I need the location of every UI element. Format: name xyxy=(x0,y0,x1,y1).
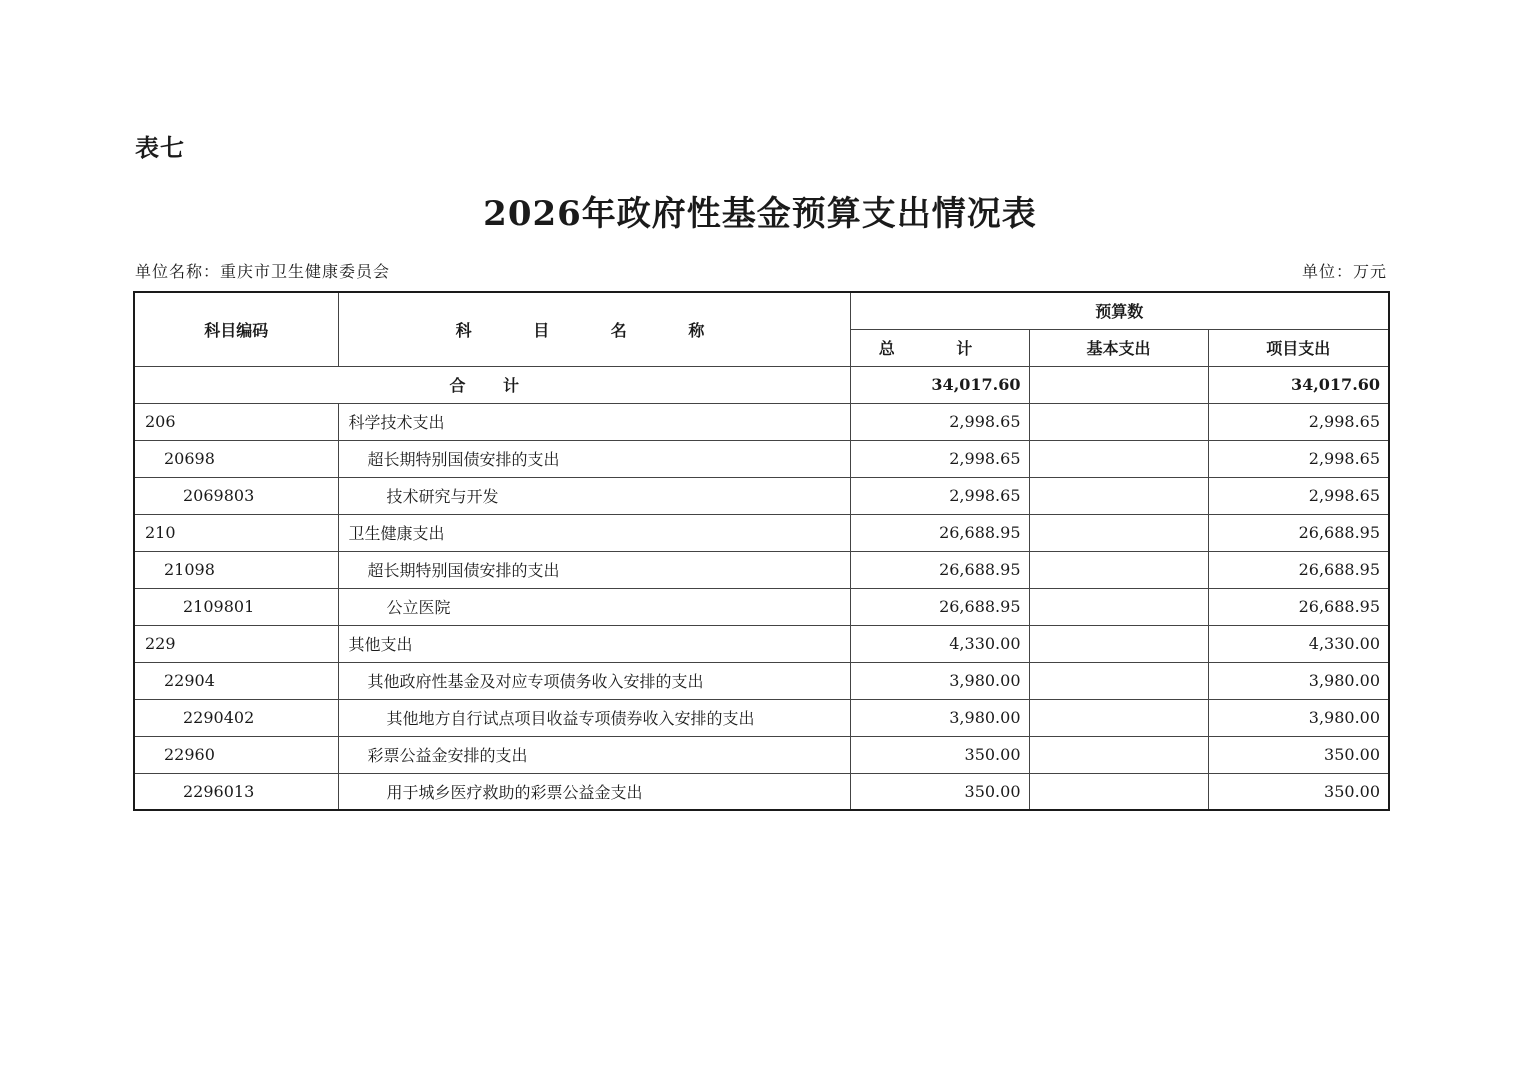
cell-code: 20698 xyxy=(134,440,338,477)
table-row xyxy=(134,736,1389,773)
cell-total: 26,688.95 xyxy=(850,514,1029,551)
header-name: 科 目 名 称 xyxy=(338,292,850,366)
cell-project: 4,330.00 xyxy=(1208,625,1389,662)
cell-project: 3,980.00 xyxy=(1208,699,1389,736)
cell-name: 超长期特别国债安排的支出 xyxy=(338,551,850,588)
table-row xyxy=(134,477,1389,514)
cell-basic xyxy=(1029,588,1208,625)
cell-code: 210 xyxy=(134,514,338,551)
cell-name: 用于城乡医疗救助的彩票公益金支出 xyxy=(338,773,850,810)
cell-project: 2,998.65 xyxy=(1208,403,1389,440)
cell-total: 2,998.65 xyxy=(850,403,1029,440)
budget-table xyxy=(133,291,1390,811)
cell-basic xyxy=(1029,773,1208,810)
table-row xyxy=(134,625,1389,662)
cell-total: 26,688.95 xyxy=(850,588,1029,625)
cell-total: 350.00 xyxy=(850,773,1029,810)
cell-basic xyxy=(1029,736,1208,773)
table-row xyxy=(134,699,1389,736)
cell-basic xyxy=(1029,403,1208,440)
cell-basic xyxy=(1029,551,1208,588)
cell-total: 350.00 xyxy=(850,736,1029,773)
cell-total: 3,980.00 xyxy=(850,662,1029,699)
cell-project: 3,980.00 xyxy=(1208,662,1389,699)
cell-code: 2069803 xyxy=(134,477,338,514)
header-code: 科目编码 xyxy=(134,292,338,366)
cell-name: 其他地方自行试点项目收益专项债券收入安排的支出 xyxy=(338,699,850,736)
cell-total: 4,330.00 xyxy=(850,625,1029,662)
cell-code: 21098 xyxy=(134,551,338,588)
cell-basic xyxy=(1029,514,1208,551)
cell-project: 350.00 xyxy=(1208,736,1389,773)
cell-code: 22960 xyxy=(134,736,338,773)
cell-basic xyxy=(1029,662,1208,699)
cell-basic xyxy=(1029,440,1208,477)
table-row xyxy=(134,403,1389,440)
cell-code: 2290402 xyxy=(134,699,338,736)
header-total: 总 计 xyxy=(850,329,1029,366)
cell-basic xyxy=(1029,625,1208,662)
cell-code: 2296013 xyxy=(134,773,338,810)
cell-code: 2109801 xyxy=(134,588,338,625)
table-row xyxy=(134,514,1389,551)
cell-name: 其他政府性基金及对应专项债务收入安排的支出 xyxy=(338,662,850,699)
header-basic: 基本支出 xyxy=(1029,329,1208,366)
cell-name: 科学技术支出 xyxy=(338,403,850,440)
total-sum: 34,017.60 xyxy=(850,366,1029,403)
cell-code: 22904 xyxy=(134,662,338,699)
table-row xyxy=(134,551,1389,588)
cell-name: 卫生健康支出 xyxy=(338,514,850,551)
cell-basic xyxy=(1029,477,1208,514)
cell-project: 350.00 xyxy=(1208,773,1389,810)
table-number-label: 表七 xyxy=(135,134,185,162)
unit-name: 单位名称：重庆市卫生健康委员会 xyxy=(135,262,391,281)
header-budget: 预算数 xyxy=(850,292,1389,329)
table-row xyxy=(134,588,1389,625)
cell-project: 2,998.65 xyxy=(1208,440,1389,477)
page-title: 2026年政府性基金预算支出情况表 xyxy=(483,194,1037,234)
cell-project: 26,688.95 xyxy=(1208,551,1389,588)
cell-basic xyxy=(1029,699,1208,736)
cell-name: 技术研究与开发 xyxy=(338,477,850,514)
currency-unit: 单位：万元 xyxy=(1301,262,1387,281)
total-project: 34,017.60 xyxy=(1208,366,1389,403)
cell-project: 26,688.95 xyxy=(1208,588,1389,625)
table-row xyxy=(134,773,1389,810)
cell-total: 2,998.65 xyxy=(850,477,1029,514)
header-project: 项目支出 xyxy=(1208,329,1389,366)
cell-project: 26,688.95 xyxy=(1208,514,1389,551)
cell-total: 3,980.00 xyxy=(850,699,1029,736)
cell-project: 2,998.65 xyxy=(1208,477,1389,514)
total-basic xyxy=(1029,366,1208,403)
cell-code: 206 xyxy=(134,403,338,440)
total-row xyxy=(134,366,1389,403)
table-row xyxy=(134,440,1389,477)
table-row xyxy=(134,662,1389,699)
cell-name: 其他支出 xyxy=(338,625,850,662)
total-label: 合 计 xyxy=(134,366,850,403)
cell-name: 超长期特别国债安排的支出 xyxy=(338,440,850,477)
cell-name: 彩票公益金安排的支出 xyxy=(338,736,850,773)
cell-total: 2,998.65 xyxy=(850,440,1029,477)
cell-code: 229 xyxy=(134,625,338,662)
cell-name: 公立医院 xyxy=(338,588,850,625)
cell-total: 26,688.95 xyxy=(850,551,1029,588)
